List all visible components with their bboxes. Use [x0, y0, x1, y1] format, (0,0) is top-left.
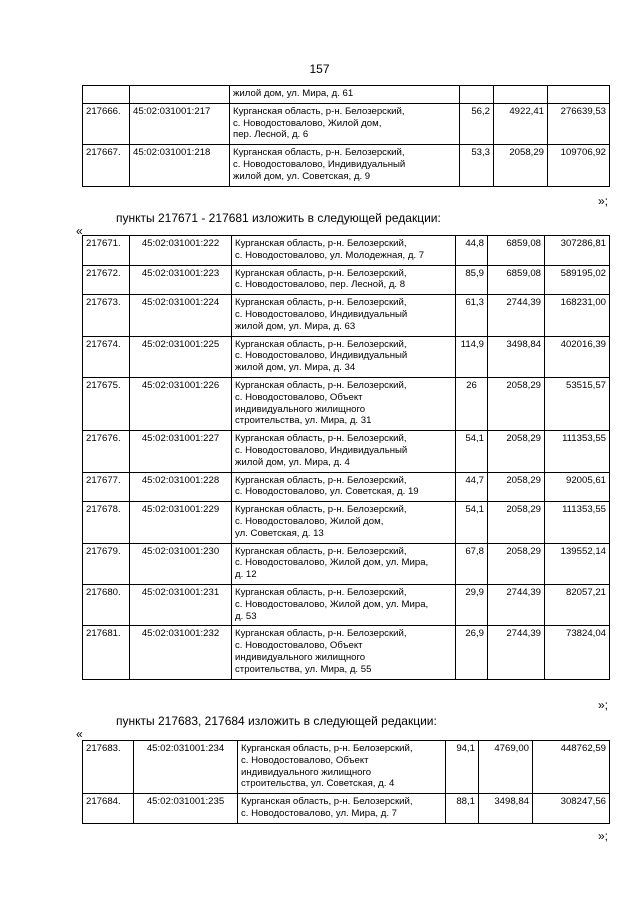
table-row — [83, 472, 610, 502]
address: Курганская область, р-н. Белозерский, с. Новодостовалово, Объект индивидуального жилищного строительства, ул. Советская, д. 4 — [238, 741, 446, 794]
cadastral-number: 45:02:031001:225 — [130, 336, 232, 377]
address: Курганская область, р-н. Белозерский, с. Новодостовалово, Индивидуальный жилой дом, ул. Советская, д. 9 — [230, 145, 460, 186]
row-number: 217679. — [83, 543, 130, 584]
value: 276639,53 — [548, 103, 610, 144]
value: 109706,92 — [548, 145, 610, 186]
area: 54,1 — [456, 502, 488, 543]
row-number: 217678. — [83, 502, 130, 543]
address: Курганская область, р-н. Белозерский, с. Новодостовалово, Индивидуальный жилой дом, ул. Мира, д. 4 — [232, 431, 456, 472]
cadastral-number: 45:02:031001:228 — [130, 472, 232, 502]
cadastral-number: 45:02:031001:232 — [130, 626, 232, 679]
row-number: 217675. — [83, 377, 130, 430]
address: Курганская область, р-н. Белозерский, с. Новодостовалово, ул. Молодежная, д. 7 — [232, 236, 456, 266]
area: 44,8 — [456, 236, 488, 266]
table-1 — [82, 85, 610, 187]
area: 29,9 — [456, 584, 488, 625]
value: 589195,02 — [545, 265, 610, 295]
area: 94,1 — [446, 741, 479, 794]
table-row — [83, 543, 610, 584]
value: 448762,59 — [533, 741, 610, 794]
address: Курганская область, р-н. Белозерский, с. Новодостовалово, Индивидуальный жилой дом, ул. Мира, д. 34 — [232, 336, 456, 377]
row-number: 217671. — [83, 236, 130, 266]
price: 4922,41 — [494, 103, 548, 144]
price: 2744,39 — [488, 584, 545, 625]
address: жилой дом, ул. Мира, д. 61 — [230, 86, 460, 104]
value: 73824,04 — [545, 626, 610, 679]
area: 54,1 — [456, 431, 488, 472]
cadastral-number: 45:02:031001:229 — [130, 502, 232, 543]
table-row — [83, 741, 610, 794]
cadastral-number: 45:02:031001:218 — [130, 145, 230, 186]
closing-quote: »; — [597, 829, 608, 843]
value — [548, 86, 610, 104]
value: 168231,00 — [545, 295, 610, 336]
area: 85,9 — [456, 265, 488, 295]
row-number: 217676. — [83, 431, 130, 472]
area: 56,2 — [460, 103, 494, 144]
cadastral-number: 45:02:031001:217 — [130, 103, 230, 144]
row-number — [83, 86, 130, 104]
area: 53,3 — [460, 145, 494, 186]
row-number: 217681. — [83, 626, 130, 679]
table-row — [83, 626, 610, 679]
cadastral-number: 45:02:031001:224 — [130, 295, 232, 336]
address: Курганская область, р-н. Белозерский, с. Новодостовалово, Жилой дом, ул. Мира, д. 53 — [232, 584, 456, 625]
price: 6859,08 — [488, 236, 545, 266]
value: 111353,55 — [545, 502, 610, 543]
cadastral-number — [130, 86, 230, 104]
value: 92005,61 — [545, 472, 610, 502]
table-row — [83, 103, 610, 144]
row-number: 217677. — [83, 472, 130, 502]
address: Курганская область, р-н. Белозерский, с. Новодостовалово, пер. Лесной, д. 8 — [232, 265, 456, 295]
amendment-paragraph: пункты 217683, 217684 изложить в следующей редакции: — [116, 714, 437, 728]
address: Курганская область, р-н. Белозерский, с. Новодостовалово, Жилой дом, ул. Советская, д. 13 — [232, 502, 456, 543]
area: 44,7 — [456, 472, 488, 502]
row-number: 217672. — [83, 265, 130, 295]
cadastral-number: 45:02:031001:223 — [130, 265, 232, 295]
address: Курганская область, р-н. Белозерский, с. Новодостовалово, Жилой дом, ул. Мира, д. 12 — [232, 543, 456, 584]
cadastral-number: 45:02:031001:226 — [130, 377, 232, 430]
table-row — [83, 336, 610, 377]
price: 2744,39 — [488, 295, 545, 336]
address: Курганская область, р-н. Белозерский, с. Новодостовалово, ул. Мира, д. 7 — [238, 794, 446, 824]
page-number: 157 — [309, 62, 330, 76]
closing-quote: »; — [597, 698, 608, 712]
price: 2058,29 — [488, 472, 545, 502]
price — [494, 86, 548, 104]
opening-quote: « — [76, 727, 83, 741]
table-row — [83, 265, 610, 295]
value: 308247,56 — [533, 794, 610, 824]
table-row — [83, 584, 610, 625]
area: 67,8 — [456, 543, 488, 584]
table-row — [83, 377, 610, 430]
price: 4769,00 — [479, 741, 533, 794]
row-number: 217683. — [83, 741, 134, 794]
row-number: 217680. — [83, 584, 130, 625]
table-row — [83, 295, 610, 336]
price: 2744,39 — [488, 626, 545, 679]
price: 2058,29 — [488, 543, 545, 584]
cadastral-number: 45:02:031001:234 — [134, 741, 238, 794]
value: 402016,39 — [545, 336, 610, 377]
opening-quote: « — [76, 224, 83, 238]
amendment-paragraph: пункты 217671 - 217681 изложить в следующей редакции: — [116, 211, 441, 225]
address: Курганская область, р-н. Белозерский, с. Новодостовалово, Индивидуальный жилой дом, ул. Мира, д. 63 — [232, 295, 456, 336]
address: Курганская область, р-н. Белозерский, с. Новодостовалово, Объект индивидуального жилищного строительства, ул. Мира, д. 55 — [232, 626, 456, 679]
area: 88,1 — [446, 794, 479, 824]
price: 2058,29 — [488, 502, 545, 543]
row-number: 217674. — [83, 336, 130, 377]
price: 2058,29 — [488, 431, 545, 472]
area: 61,3 — [456, 295, 488, 336]
table-2 — [82, 235, 610, 680]
cadastral-number: 45:02:031001:231 — [130, 584, 232, 625]
price: 2058,29 — [494, 145, 548, 186]
address: Курганская область, р-н. Белозерский, с. Новодостовалово, Объект индивидуального жилищного строительства, ул. Мира, д. 31 — [232, 377, 456, 430]
price: 2058,29 — [488, 377, 545, 430]
table-row — [83, 502, 610, 543]
cadastral-number: 45:02:031001:222 — [130, 236, 232, 266]
cadastral-number: 45:02:031001:227 — [130, 431, 232, 472]
value: 53515,57 — [545, 377, 610, 430]
table-row — [83, 236, 610, 266]
price: 6859,08 — [488, 265, 545, 295]
row-number: 217673. — [83, 295, 130, 336]
value: 307286,81 — [545, 236, 610, 266]
table-3 — [82, 740, 610, 824]
closing-quote: »; — [597, 194, 608, 208]
price: 3498,84 — [479, 794, 533, 824]
table-row — [83, 145, 610, 186]
address: Курганская область, р-н. Белозерский, с. Новодостовалово, ул. Советская, д. 19 — [232, 472, 456, 502]
cadastral-number: 45:02:031001:235 — [134, 794, 238, 824]
cadastral-number: 45:02:031001:230 — [130, 543, 232, 584]
row-number: 217667. — [83, 145, 130, 186]
address: Курганская область, р-н. Белозерский, с. Новодостовалово, Жилой дом, пер. Лесной, д. 6 — [230, 103, 460, 144]
table-row — [83, 86, 610, 104]
value: 111353,55 — [545, 431, 610, 472]
table-row — [83, 794, 610, 824]
row-number: 217666. — [83, 103, 130, 144]
value: 82057,21 — [545, 584, 610, 625]
area: 26 — [456, 377, 488, 430]
area: 26,9 — [456, 626, 488, 679]
price: 3498,84 — [488, 336, 545, 377]
row-number: 217684. — [83, 794, 134, 824]
table-row — [83, 431, 610, 472]
value: 139552,14 — [545, 543, 610, 584]
area — [460, 86, 494, 104]
area: 114,9 — [456, 336, 488, 377]
